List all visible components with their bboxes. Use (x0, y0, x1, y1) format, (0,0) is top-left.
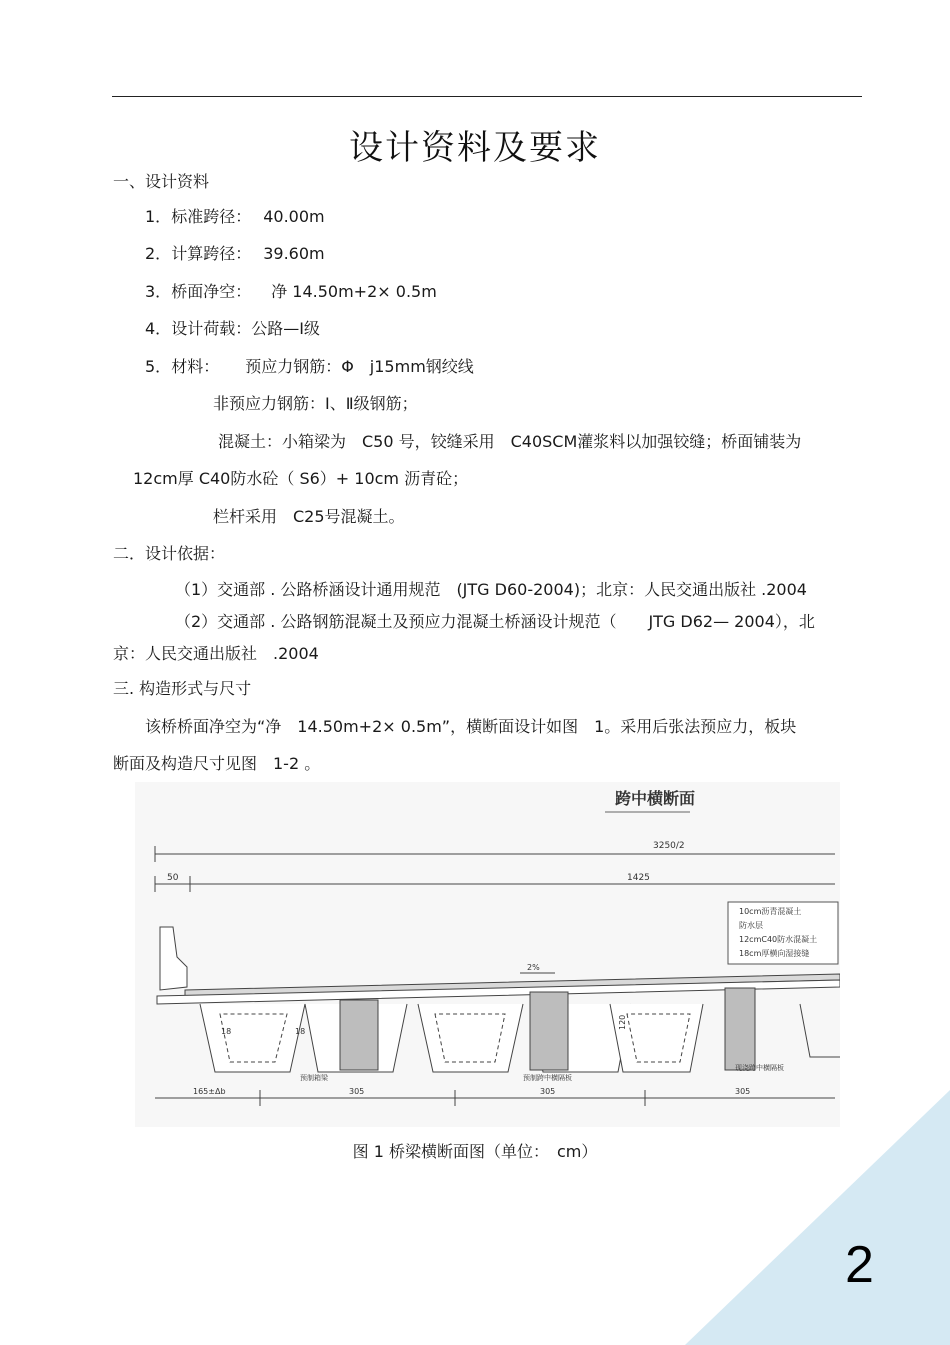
material-concrete: 混凝土：小箱梁为 C50 号，铰缝采用 C40SCM灌浆料以加强铰缝；桥面铺装为 (218, 432, 802, 451)
section1-heading: 一、设计资料 (113, 172, 210, 191)
section3-paragraph-line1: 该桥桥面净空为“净 14.50m+2× 0.5m”，横断面设计如图 1。采用后张法预应力，板块 (145, 717, 797, 736)
layer-4: 18cm厚横向湿接缝 (739, 949, 810, 958)
dim-bottom-2: 305 (349, 1087, 365, 1096)
dim-bottom-4: 305 (735, 1087, 751, 1096)
label-cast-diaphragm: 现浇跨中横隔板 (735, 1064, 784, 1072)
dim-total: 3250/2 (653, 841, 685, 851)
layer-1: 10cm沥青混凝土 (739, 907, 802, 916)
page-number: 2 (845, 1236, 874, 1294)
figure-title: 跨中横断面 (615, 789, 696, 808)
dim-bottom-3: 305 (540, 1087, 556, 1096)
dim-18a: 18 (221, 1027, 232, 1036)
layer-3: 12cmC40防水混凝土 (739, 935, 818, 944)
item-clearance: 3．桥面净空： 净 14.50m+2× 0.5m (145, 282, 437, 301)
item-load: 4．设计荷载：公路—Ⅰ级 (145, 319, 320, 338)
reference-2-cont: 京：人民交通出版社 .2004 (113, 644, 319, 663)
item-standard-span: 1．标准跨径： 40.00m (145, 207, 325, 226)
railing (160, 927, 187, 990)
page-title: 设计资料及要求 (349, 128, 601, 168)
dim-50: 50 (167, 873, 179, 883)
dim-bottom-1: 165±Δb (193, 1087, 226, 1096)
section3-heading: 三. 构造形式与尺寸 (113, 679, 252, 698)
reference-1: （1）交通部 . 公路桥涵设计通用规范 (JTG D60-2004)；北京：人民交通出版社 .2004 (175, 580, 807, 599)
section3-paragraph-line2: 断面及构造尺寸见图 1-2 。 (113, 754, 321, 773)
material-rebar: 非预应力钢筋：Ⅰ、Ⅱ级钢筋； (213, 394, 418, 413)
material-paving: 12cm厚 C40防水砼（ S6）+ 10cm 沥青砼； (133, 469, 469, 488)
label-precast-diaphragm: 预制跨中横隔板 (523, 1074, 572, 1082)
header-rule (112, 96, 862, 97)
item-calc-span: 2．计算跨径： 39.60m (145, 244, 325, 263)
item-materials: 5．材料： 预应力钢筋：Φ j15mm钢绞线 (145, 357, 474, 376)
dim-1425: 1425 (627, 873, 650, 883)
cross-section-figure (135, 782, 840, 1127)
figure-caption: 图 1 桥梁横断面图（单位： cm） (352, 1142, 598, 1161)
label-precast-girder: 预制箱梁 (300, 1074, 328, 1082)
layer-2: 防水层 (739, 921, 763, 930)
slope-label: 2% (527, 963, 540, 972)
dim-18b: 18 (295, 1027, 306, 1036)
section2-heading: 二．设计依据： (113, 544, 226, 563)
dim-120: 120 (618, 1014, 627, 1030)
reference-2: （2）交通部 . 公路钢筋混凝土及预应力混凝土桥涵设计规范（ JTG D62— 2004），北 (175, 612, 815, 631)
material-railing: 栏杆采用 C25号混凝土。 (213, 507, 405, 526)
